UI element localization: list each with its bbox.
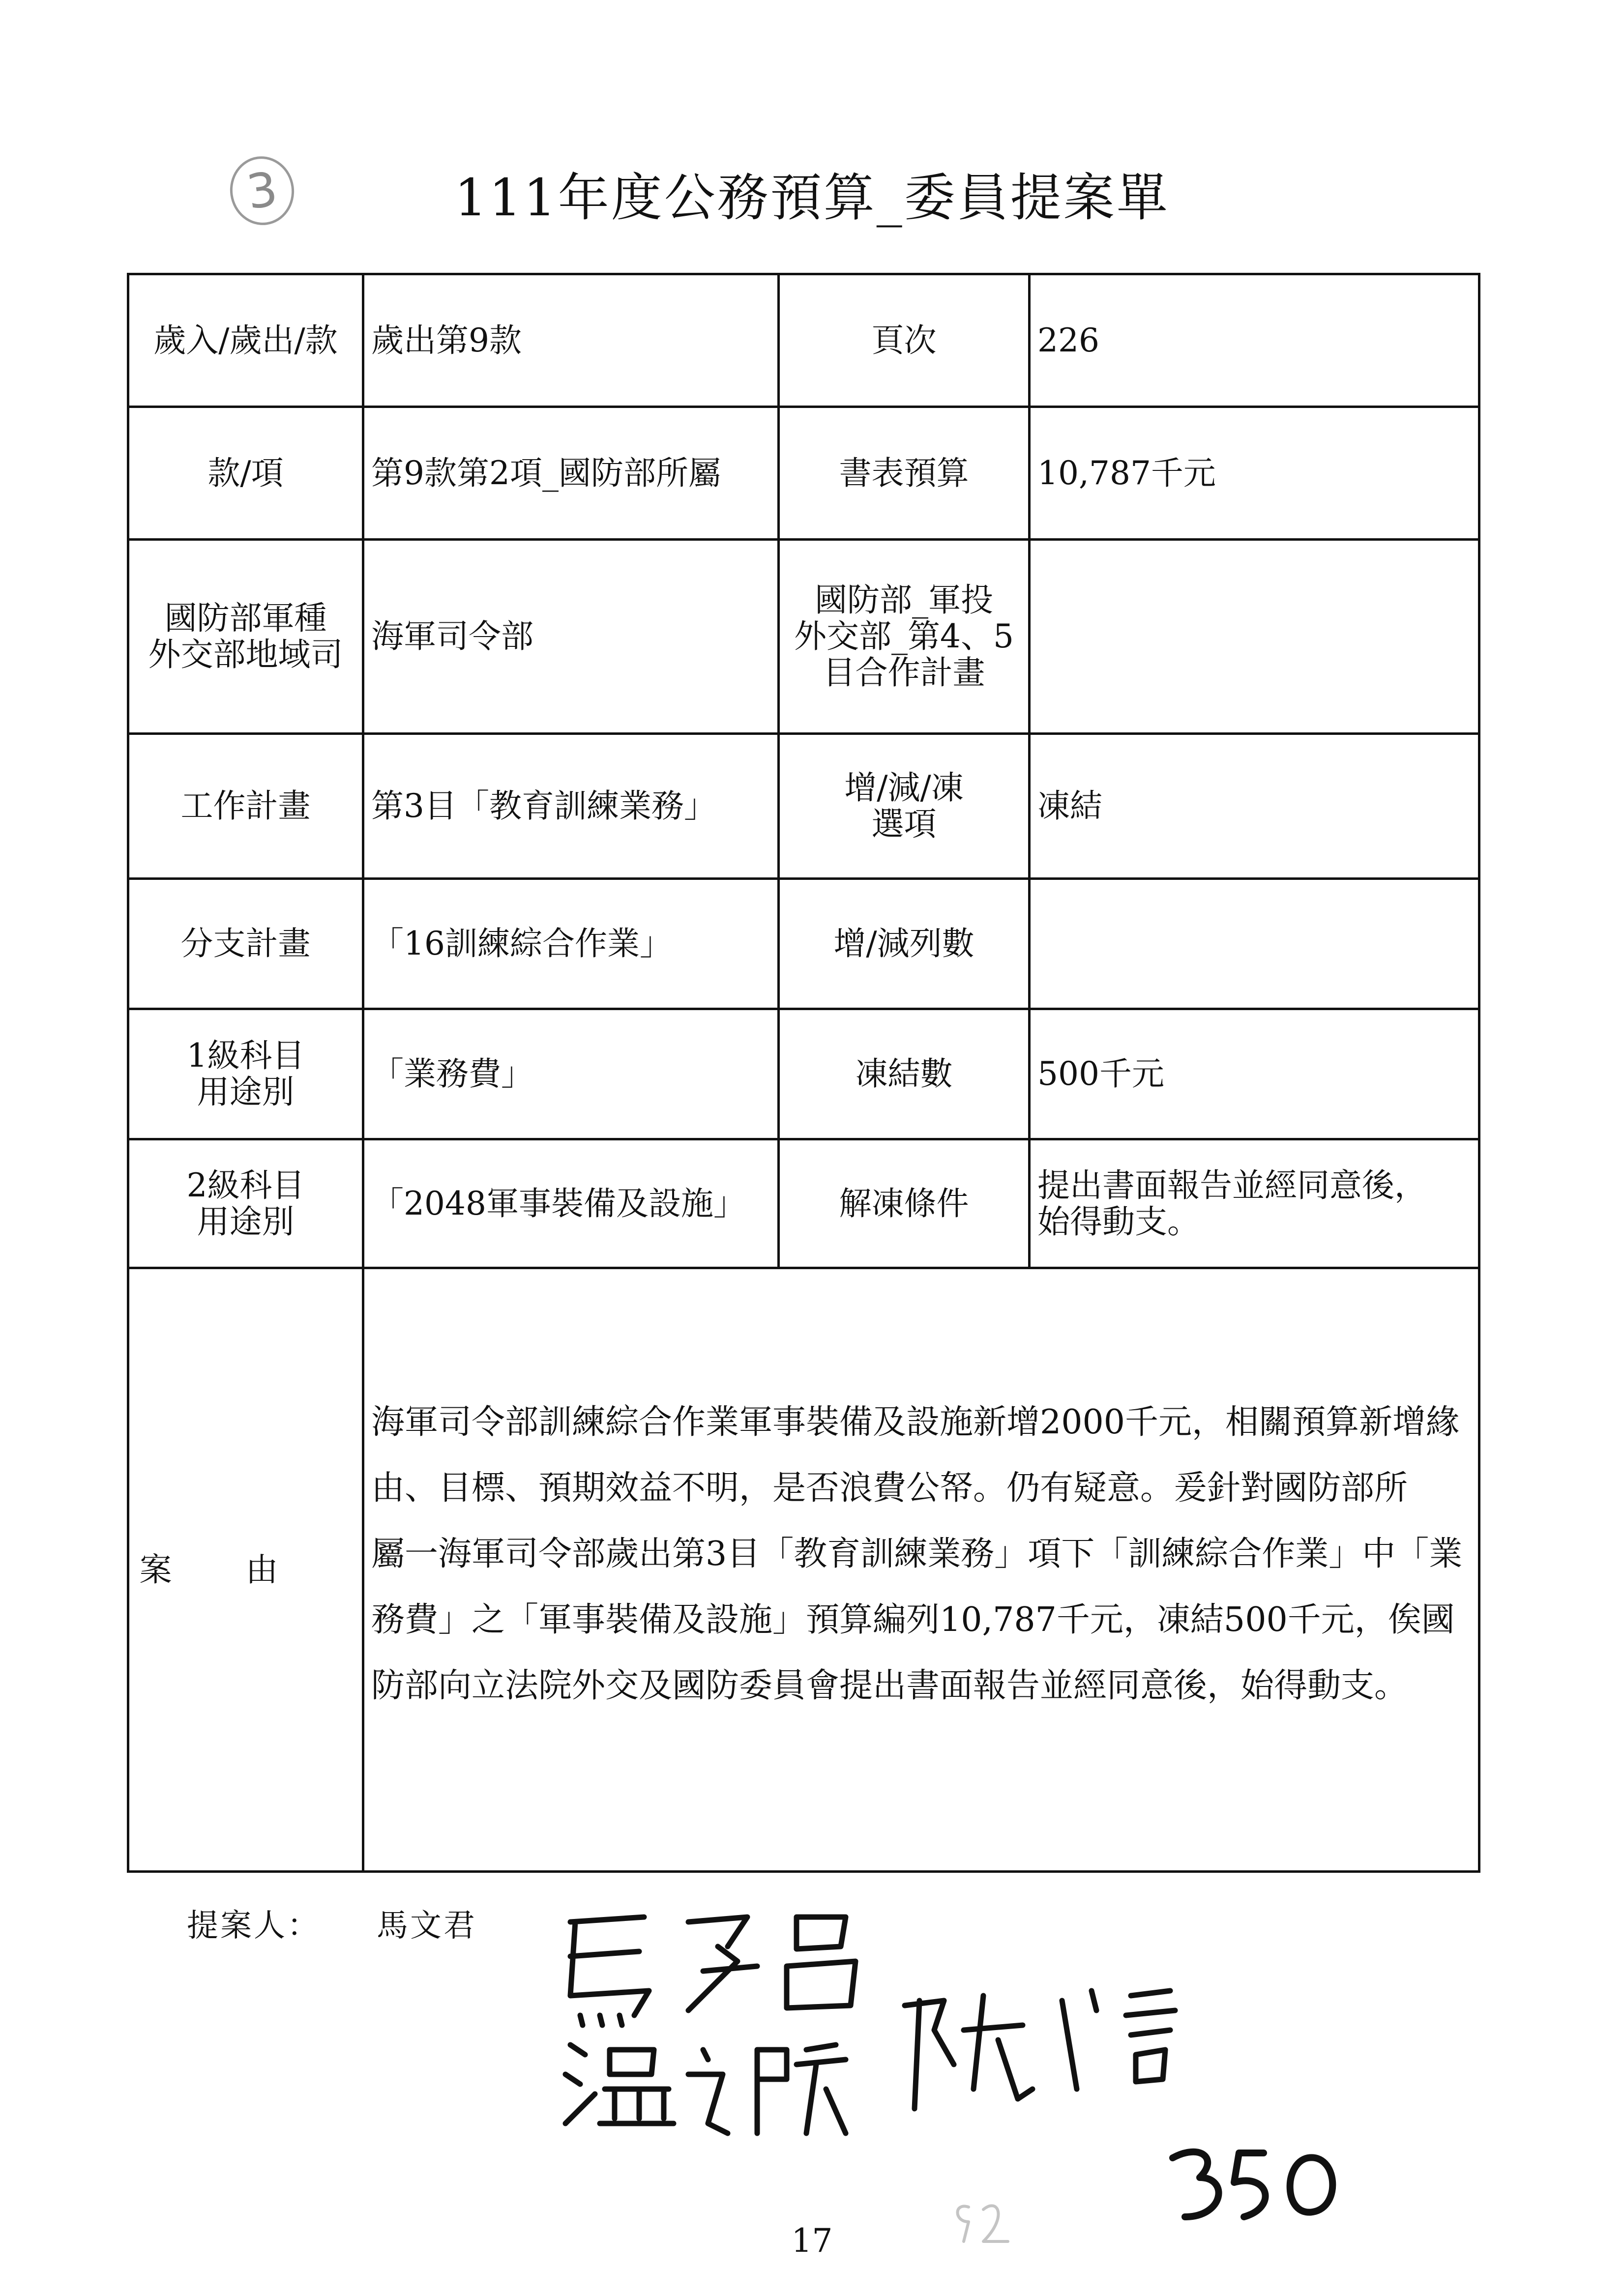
reason-line-5: 防部向立法院外交及國防委員會提出書面報告並經同意後，始得動支。 <box>371 1666 1408 1705</box>
page-number: 17 <box>791 2222 833 2260</box>
reason-line-1: 海軍司令部訓練綜合作業軍事裝備及設施新增2000千元，相關預算新增緣 <box>371 1402 1460 1442</box>
value-unfreeze-condition <box>1030 1139 1479 1268</box>
proposal-form-table <box>127 273 1480 1873</box>
value-account-item: 第9款第2項_國防部所屬 <box>363 407 779 540</box>
value-action-option: 凍結 <box>1030 734 1479 879</box>
value-increase-decrease-amount <box>1030 879 1479 1009</box>
label-action-option <box>779 734 1030 879</box>
label-level1-subject-line-1: 1級科目 <box>186 1037 305 1075</box>
value-reason <box>363 1268 1479 1872</box>
signature-wen-yuxia <box>565 2045 846 2133</box>
label-increase-decrease-amount: 增/減列數 <box>779 879 1030 1009</box>
signature-ma-wenjun <box>570 1917 856 2025</box>
proposer-name: 馬文君 <box>377 1908 477 1944</box>
handwritten-number-350 <box>1173 2152 1332 2217</box>
form-row-sub-plan <box>128 879 1479 1009</box>
label-cooperation-plan-line-3: 目合作計畫 <box>823 653 985 692</box>
value-work-plan: 第3目「教育訓練業務」 <box>363 734 779 879</box>
label-income-expense-account: 歲入/歲出/款 <box>128 274 363 407</box>
label-frozen-amount: 凍結數 <box>779 1009 1030 1139</box>
label-work-plan: 工作計畫 <box>128 734 363 879</box>
form-row-reason <box>128 1268 1479 1872</box>
value-cooperation-plan <box>1030 540 1479 734</box>
proposer-label: 提案人： <box>187 1908 321 1944</box>
form-row-item <box>128 407 1479 540</box>
reason-line-4: 務費」之「軍事裝備及設施」預算編列10,787千元，凍結500千元，俟國 <box>371 1600 1455 1639</box>
form-row-service-branch <box>128 540 1479 734</box>
label-cooperation-plan <box>779 540 1030 734</box>
value-page-no: 226 <box>1030 274 1479 407</box>
reason-line-2: 由、目標、預期效益不明，是否浪費公帑。仍有疑意。爰針對國防部所 <box>371 1468 1408 1508</box>
label-level2-subject-line-1: 2級科目 <box>186 1166 305 1204</box>
label-level1-subject <box>128 1009 363 1139</box>
form-row-work-plan <box>128 734 1479 879</box>
label-budget-amount: 書表預算 <box>779 407 1030 540</box>
signature-chen-bowei <box>905 1991 1175 2109</box>
label-level2-subject-line-2: 用途別 <box>197 1202 295 1241</box>
label-unfreeze-condition: 解凍條件 <box>779 1139 1030 1268</box>
form-row-level1-subject <box>128 1009 1479 1139</box>
value-budget-amount: 10,787千元 <box>1030 407 1479 540</box>
value-frozen-amount: 500千元 <box>1030 1009 1479 1139</box>
label-page-no: 頁次 <box>779 274 1030 407</box>
label-service-branch-line-2: 外交部地域司 <box>148 636 343 673</box>
label-sub-plan: 分支計畫 <box>128 879 363 1009</box>
value-level2-subject: 「2048軍事裝備及設施」 <box>363 1139 779 1268</box>
label-account-item: 款/項 <box>128 407 363 540</box>
label-service-branch <box>128 540 363 734</box>
label-level2-subject <box>128 1139 363 1268</box>
document-title: 111年度公務預算_委員提案單 <box>454 168 1170 228</box>
value-sub-plan: 「16訓練綜合作業」 <box>363 879 779 1009</box>
circled-number-mark: 3 <box>226 152 298 230</box>
value-level1-subject: 「業務費」 <box>363 1009 779 1139</box>
label-action-option-line-2: 選項 <box>871 805 937 843</box>
label-service-branch-line-1: 國防部軍種 <box>164 599 327 638</box>
reason-line-3: 屬一海軍司令部歲出第3目「教育訓練業務」項下「訓練綜合作業」中「業 <box>371 1534 1463 1573</box>
label-level1-subject-line-2: 用途別 <box>197 1073 295 1111</box>
label-cooperation-plan-line-2: 外交部_第4、5 <box>794 617 1014 656</box>
value-unfreeze-condition-line-2: 始得動支。 <box>1037 1202 1200 1241</box>
handwritten-signatures-image <box>541 1902 1377 2256</box>
form-row-level2-subject <box>128 1139 1479 1268</box>
value-service-branch: 海軍司令部 <box>363 540 779 734</box>
value-income-expense-account: 歲出第9款 <box>363 274 779 407</box>
label-cooperation-plan-line-1: 國防部_軍投 <box>815 581 993 619</box>
label-reason: 案由 <box>128 1268 363 1872</box>
form-row-account <box>128 274 1479 407</box>
label-action-option-line-1: 增/減/凍 <box>844 769 964 807</box>
value-unfreeze-condition-line-1: 提出書面報告並經同意後， <box>1037 1166 1427 1204</box>
